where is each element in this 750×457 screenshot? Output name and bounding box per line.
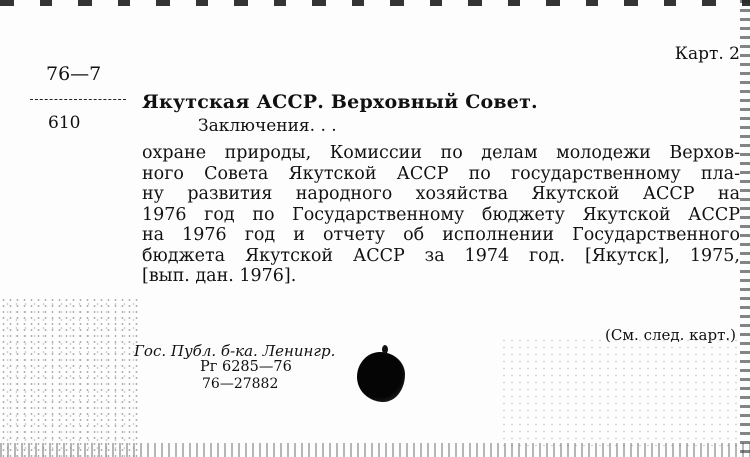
card-body xyxy=(142,143,740,287)
body-line: ну развития народного хозяйства Якутской АССР на xyxy=(142,184,740,204)
body-line: охране природы, Комиссии по делам молодежи Верхов- xyxy=(142,143,740,163)
body-line: бюджета Якутской АССР за 1974 год. [Якутск], 1975, xyxy=(142,245,740,266)
library-stamp: Гос. Публ. б-ка. Ленингр. xyxy=(134,342,336,360)
card-number: Карт. 2 xyxy=(674,44,740,64)
scan-noise-right xyxy=(500,337,740,447)
ink-dot xyxy=(382,345,388,354)
classification-divider xyxy=(30,99,126,100)
see-next-card-note: (См. след. карт.) xyxy=(605,326,736,344)
accession-number: 76—27882 xyxy=(202,376,279,392)
top-edge-marks xyxy=(0,0,750,6)
ink-blot xyxy=(357,352,405,402)
classification-bottom: 610 xyxy=(48,113,81,133)
pr-number: Рг 6285—76 xyxy=(200,359,292,375)
body-line: [вып. дан. 1976]. xyxy=(142,266,297,286)
body-line: ного Совета Якутской АССР по государственному пла- xyxy=(142,163,740,184)
classification-top: 76—7 xyxy=(46,63,102,85)
body-line: на 1976 год и отчету об исполнении Государственного xyxy=(142,225,740,245)
scan-noise-left xyxy=(0,297,140,457)
card-subheading: Заключения. . . xyxy=(198,116,337,136)
right-edge-marks xyxy=(740,0,750,457)
body-line: 1976 год по Государственному бюджету Якутской АССР xyxy=(142,204,740,225)
card-heading: Якутская АССР. Верховный Совет. xyxy=(142,91,538,113)
